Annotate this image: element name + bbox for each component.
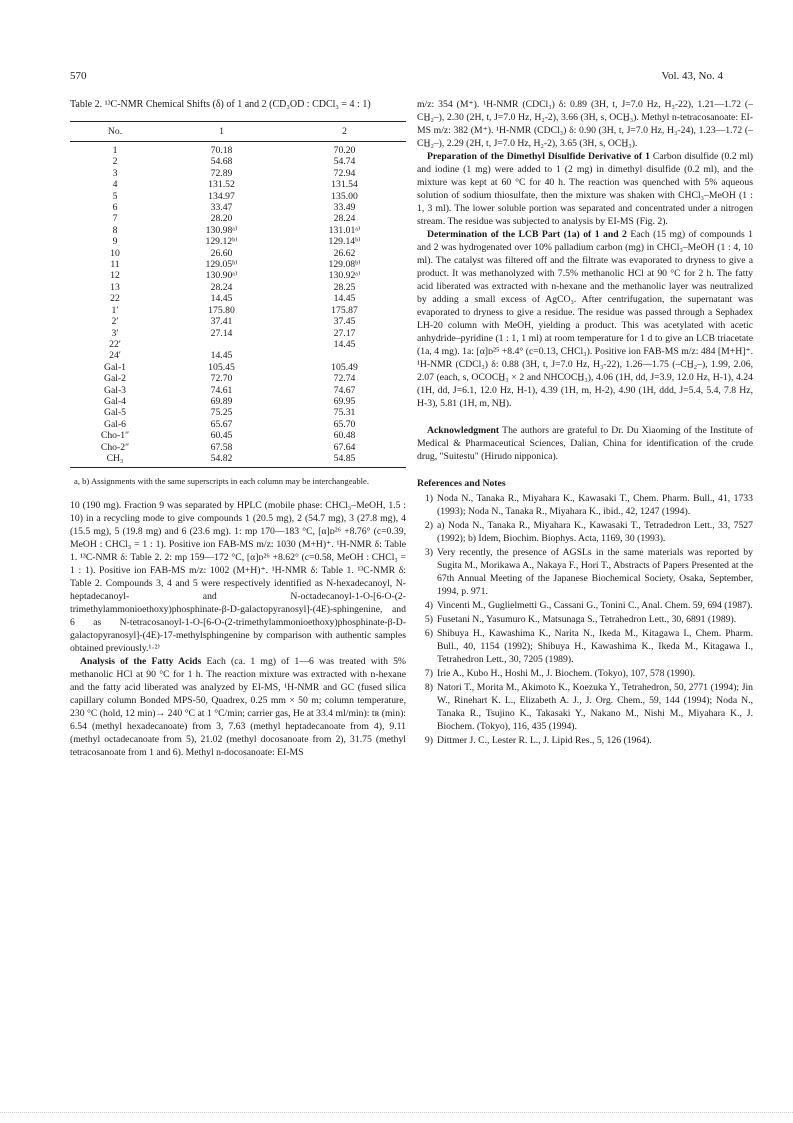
fatty-acid-text: Each (ca. 1 mg) of 1—6 was treated with 5% methanolic HCl at 90 °C for 1 h. The reaction mixture was extracted with n-hexane and the fatty acid liberated was analyzed by EI-MS, ¹H-NMR and GC (fused silica capillary column Bonded MPS-50, Quadrex, 0.25 mm × 50 m; column temperature, 230 °C (hold, 12 min)→ 240 °C at 1 °C/min; carrier gas, He at 33.4 ml/min): tʀ (min): 6.54 (methyl hexadecanoate) from 3, 7.63 (methyl heptadecanoate from 4), 9.11 (methyl octadecanoate from 5), 21.02 (methyl docosanoate from 2), 31.75 (methyl tetracosanoate from 1 and 6). Methyl n-docosanoate: EI-MS (70, 656, 406, 759)
chemical-shift-1: 60.45 (210, 430, 233, 442)
chemical-shift-2: 65.70 (333, 418, 356, 430)
chemical-shift-1: 130.90ᵃ⁾ (205, 270, 238, 282)
chemical-shift-1: 129.12ᵇ⁾ (205, 236, 238, 248)
table-row (70, 419, 406, 430)
chemical-shift-1: 28.24 (210, 281, 233, 293)
chemical-shift-2: 129.08ᵇ⁾ (328, 259, 361, 271)
table-row (70, 305, 406, 316)
acknowledgment-paragraph (417, 424, 753, 463)
lcb-heading: Determination of the LCB Part (1a) of 1 and 2 (427, 229, 627, 240)
chemical-shift-1: 65.67 (210, 418, 233, 430)
reference-text: Dittmer J. C., Lester R. L., J. Lipid Res., 5, 126 (1964). (437, 735, 652, 746)
chemical-shift-2: 60.48 (333, 430, 356, 442)
table-row (70, 248, 406, 259)
reference-text: Vincenti M., Guglielmetti G., Cassani G., Tonini C., Anal. Chem. 59, 694 (1987). (437, 600, 753, 611)
lcb-text: Each (15 mg) of compounds 1 and 2 was hydrogenated over 10% palladium carbon (mg) in CHCl₃–MeOH (1 : 4, 10 ml). The catalyst was filtered off and the filtrate was evaporated to dryness to give a product. It was methanolyzed with 7.5% methanolic HCl at 90 °C for 2 h. The fatty acid liberated was extracted with n-hexane and the methanolic layer was neutralized by adding a small excess of AgCO₃. After centrifugation, the supernatant was evaporated to dryness to give a residue. The residue was passed through a Sephadex LH-20 column with MeOH, yielding a product. This was acetylated with acetic anhydride–pyridine (1 : 1, 1 ml) at room temperature for 1 d to give an LCB triacetate (1a, 4 mg). 1a: [α]ᴅ²⁵ +8.4° (c=0.13, CHCl₃). Positive ion FAB-MS m/z: 484 [M+H]⁺. ¹H-NMR (CDCl₃) δ: 0.88 (3H, t, J=7.0 Hz, H₃-22), 1.26—1.75 (–CH̲₂–), 1.99, 2.06, 2.07 (each, s, OCOCH̲₃ × 2 and NHCOCH̲₃), 4.06 (1H, dd, J=3.9, 12.0 Hz, H-1), 4.24 (1H, dd, J=6.1, 12.0 Hz, H-1), 4.39 (1H, m, H-2), 4.90 (1H, ddd, J=5.4, 5.4, 7.8 Hz, H-3), 5.81 (1H, m, NH̲). (417, 229, 753, 409)
reference-item (417, 627, 753, 666)
chemical-shift-2: 69.95 (333, 395, 356, 407)
table-row (70, 396, 406, 407)
acknowledgment-heading: Acknowledgment (427, 425, 500, 436)
chemical-shift-1: 105.45 (208, 361, 235, 373)
table-row (70, 282, 406, 293)
table-row (70, 293, 406, 304)
chemical-shift-1: 75.25 (210, 407, 233, 419)
col-header-2: 2 (342, 126, 347, 137)
chemical-shift-2: 74.67 (333, 384, 356, 396)
chemical-shift-1: 130.98ᵃ⁾ (205, 224, 238, 236)
carbon-position: 10 (110, 247, 120, 259)
reference-item (417, 681, 753, 733)
chemical-shift-2: 72.94 (333, 167, 356, 179)
reference-text: Shibuya H., Kawashima K., Narita N., Ikeda M., Kitagawa I., Chem. Pharm. Bull., 40, 1154 (1992); Shibuya H., Kawashima K., Ikeda M., Kitagawa I., Tetrahedron Lett., 30, 7205 (1989). (437, 628, 753, 665)
carbon-position: Gal-1 (103, 361, 127, 373)
table-row (70, 179, 406, 190)
chemical-shift-2: 28.25 (333, 281, 356, 293)
carbon-position: 3 (112, 167, 118, 179)
col-header-no: No. (107, 126, 123, 137)
reference-number: 6) (424, 628, 433, 639)
reference-number: 9) (424, 735, 433, 746)
experimental-paragraph: 10 (190 mg). Fraction 9 was separated by HPLC (mobile phase: CHCl₃–MeOH, 1.5 : 10) in a recycling mode to give compounds 1 (20.5 mg), 2 (54.7 mg), 3 (27.8 mg), 4 (15.5 mg), 5 (19.8 mg) and 6 (23.6 mg). 1: mp 170—183 °C, [α]ᴅ²⁶ +8.76° (c=0.39, MeOH : CHCl₃ = 1 : 1). Positive ion FAB-MS m/z: 1030 (M+H)⁺. ¹H-NMR δ: Table 1. ¹³C-NMR δ: Table 2. 2: mp 159—172 °C, [α]ᴅ²⁶ +8.62° (c=0.58, MeOH : CHCl₃ = 1 : 1). Positive ion FAB-MS m/z: 1002 (M+H)⁺. ¹H-NMR δ: Table 1. ¹³C-NMR δ: Table 2. Compounds 3, 4 and 5 were respectively identified as N-hexadecanoyl, N-heptadecanoyl- and N-octadecanoyl-1-O-[6-O-(2-trimethylammonioethoxy)phosphinate-β-D-galactopyranosyl]-(4E)-sphingenine, and 6 as N-tetracosanoyl-1-O-[6-O-(2-trimethylammonioethoxy)phosphinate-β-D-galactopyranosyl]-(4E)-17-methylsphingenine by comparison with authentic samples obtained previously.¹·²⁾ (70, 500, 406, 655)
reference-item (417, 546, 753, 598)
reference-number: 3) (424, 547, 433, 558)
table-row (70, 350, 406, 361)
chemical-shift-2: 37.45 (333, 316, 356, 328)
table-row (70, 339, 406, 350)
reference-item (417, 599, 753, 612)
table-row (70, 430, 406, 441)
chemical-shift-2: 131.54 (331, 179, 358, 191)
chemical-shift-1: 14.45 (210, 350, 233, 362)
chemical-shift-2: 131.01ᵃ⁾ (328, 224, 361, 236)
carbon-position: 2′ (111, 316, 119, 328)
carbon-position: 6 (112, 202, 118, 214)
chemical-shift-1: 54.68 (210, 156, 233, 168)
table-row (70, 191, 406, 202)
reference-text: Natori T., Morita M., Akimoto K., Koezuka Y., Tetrahedron, 50, 2771 (1994); Jin W., Rinehart K. L., Elizabeth A. J., J. Org. Chem., 59, 144 (1994); Noda N., Tanaka R., Tsujino K., Takasaki Y., Nakano M., Nishi M., Miyahara K., J. Biochem. (Tokyo), 116, 435 (1994). (437, 682, 753, 732)
carbon-position: Gal-4 (103, 395, 127, 407)
right-column (417, 98, 753, 748)
carbon-position: 11 (110, 259, 120, 271)
table-row (70, 316, 406, 327)
chemical-shift-1: 33.47 (210, 202, 233, 214)
reference-text: Noda N., Tanaka R., Miyahara K., Kawasaki T., Chem. Pharm. Bull., 41, 1733 (1993); Noda N., Tanaka R., Miyahara K., ibid., 42, 1247 (1994). (437, 493, 753, 517)
methyl-esters-paragraph: m/z: 354 (M⁺). ¹H-NMR (CDCl₃) δ: 0.89 (3H, t, J=7.0 Hz, H₃-22), 1.21—1.72 (–CH̲₂–), 2.30 (2H, t, J=7.0 Hz, H₂-2), 3.66 (3H, s, OCH̲₃). Methyl n-tetracosanoate: EI-MS m/z: 382 (M⁺). ¹H-NMR (CDCl₃) δ: 0.90 (3H, t, J=7.0 Hz, H₃-24), 1.23—1.72 (–CH̲₂–), 2.29 (2H, t, J=7.0 Hz, H₂-2), 3.65 (3H, s, OCH̲₃). (417, 99, 753, 149)
carbon-position: Gal-6 (103, 418, 127, 430)
chemical-shift-1: 74.61 (210, 384, 233, 396)
disulfide-heading: Preparation of the Dimethyl Disulfide Derivative of 1 (427, 151, 650, 162)
chemical-shift-2: 135.00 (331, 190, 358, 202)
table-row (70, 156, 406, 167)
chemical-shift-1: 54.82 (210, 452, 233, 464)
table-row (70, 202, 406, 213)
chemical-shift-2: 14.45 (333, 293, 356, 305)
chemical-shift-1: 27.14 (210, 327, 233, 339)
chemical-shift-2: 70.20 (333, 145, 356, 156)
reference-number: 2) (424, 520, 433, 531)
table-row (70, 142, 406, 157)
carbon-position: 8 (112, 224, 118, 236)
table-row (70, 407, 406, 418)
chemical-shift-2: 54.74 (333, 156, 356, 168)
table-row (70, 168, 406, 179)
chemical-shift-1: 134.97 (208, 190, 235, 202)
disulfide-paragraph (417, 150, 753, 228)
chemical-shift-1: 28.20 (210, 213, 233, 225)
chemical-shift-1: 70.18 (210, 145, 233, 156)
page-number: 570 (70, 70, 87, 82)
chemical-shift-2: 105.49 (331, 361, 358, 373)
references-heading: References and Notes (417, 478, 506, 489)
col-header-1: 1 (219, 126, 224, 137)
reference-item (417, 734, 753, 747)
table-row (70, 259, 406, 270)
table-row (70, 453, 406, 468)
carbon-position: 1 (112, 145, 118, 156)
carbon-position: 22′ (109, 338, 121, 350)
chemical-shift-1: 72.70 (210, 373, 233, 385)
chemical-shift-1: 67.58 (210, 441, 233, 453)
carbon-position: Gal-2 (103, 373, 127, 385)
carbon-position: 13 (110, 281, 120, 293)
chemical-shift-2: 54.85 (333, 452, 356, 464)
reference-number: 8) (424, 682, 433, 693)
chemical-shift-2: 75.31 (333, 407, 356, 419)
chemical-shift-1: 14.45 (210, 293, 233, 305)
chemical-shift-2: 130.92ᵃ⁾ (328, 270, 361, 282)
chemical-shift-2: 129.14ᵇ⁾ (328, 236, 361, 248)
chemical-shift-1: 129.05ᵇ⁾ (205, 259, 238, 271)
chemical-shift-1: 37.41 (210, 316, 233, 328)
carbon-position: Cho-2″ (100, 441, 130, 453)
chemical-shift-2: 27.17 (333, 327, 356, 339)
carbon-position: 9 (112, 236, 118, 248)
table-row (70, 225, 406, 236)
chemical-shift-1 (160, 339, 283, 350)
carbon-position: 3′ (111, 327, 119, 339)
carbon-position: 2 (112, 156, 118, 168)
nmr-table (70, 121, 406, 468)
table-row (70, 213, 406, 224)
table-row (70, 362, 406, 373)
reference-item (417, 667, 753, 680)
journal-volume: Vol. 43, No. 4 (661, 70, 723, 82)
chemical-shift-2: 14.45 (333, 338, 356, 350)
table-row (70, 373, 406, 384)
reference-item (417, 613, 753, 626)
carbon-position: 24′ (109, 350, 121, 362)
reference-text: a) Noda N., Tanaka R., Miyahara K., Kawasaki T., Tetradedron Lett., 33, 7527 (1992); b) Idem, Biochim. Biophys. Acta, 1169, 30 (1993). (437, 520, 753, 544)
chemical-shift-2: 67.64 (333, 441, 356, 453)
carbon-position: 5 (112, 190, 118, 202)
chemical-shift-1: 175.80 (208, 304, 235, 316)
carbon-position: CH₃ (106, 452, 124, 464)
reference-text: Irie A., Kubo H., Hoshi M., J. Biochem. (Tokyo), 107, 578 (1990). (437, 668, 696, 679)
disulfide-text: Carbon disulfide (0.2 ml) and iodine (1 mg) were added to 1 (2 mg) in dimethyl disulfide (0.2 ml), and the mixture was kept at 60 °C for 40 h. The reaction was quenched with 5% aqueous solution of sodium thiosulfate, then the mixture was shaken with CHCl₃–MeOH (1 : 1, 3 ml). The lower soluble portion was separated and concentrated under a nitrogen stream. The residue was subjected to analysis by EI-MS (Fig. 2). (417, 151, 753, 227)
table-row (70, 385, 406, 396)
reference-text: Fusetani N., Yasumuro K., Matsunaga S., Tetrahedron Lett., 30, 6891 (1989). (437, 614, 737, 625)
reference-item (417, 492, 753, 518)
left-column (70, 98, 406, 759)
carbon-position: 7 (112, 213, 118, 225)
table-body (70, 142, 406, 468)
carbon-position: Gal-5 (103, 407, 127, 419)
carbon-position: 4 (112, 179, 118, 191)
table-footnote: a, b) Assignments with the same superscripts in each column may be interchangeable. (74, 476, 369, 487)
carbon-position: Gal-3 (103, 384, 127, 396)
reference-text: Very recently, the presence of AGSLs in the same materials was reported by Sugita M., Morikawa A., Nakaya F., Hori T., Abstracts of Papers Presented at the 67th Annual Meeting of the Japanese Biochemical Society, Osaka, September, 1994, p. 971. (437, 547, 753, 597)
table-row (70, 328, 406, 339)
carbon-position: Cho-1″ (100, 430, 130, 442)
reference-number: 5) (424, 614, 433, 625)
chemical-shift-1: 72.89 (210, 167, 233, 179)
chemical-shift-2: 72.74 (333, 373, 356, 385)
table-caption: Table 2. ¹³C-NMR Chemical Shifts (δ) of 1 and 2 (CD₃OD : CDCl₃ = 4 : 1) (70, 99, 371, 110)
chemical-shift-1: 131.52 (208, 179, 235, 191)
chemical-shift-2: 26.62 (333, 247, 356, 259)
fatty-acid-heading: Analysis of the Fatty Acids (80, 656, 202, 668)
chemical-shift-2: 175.87 (331, 304, 358, 316)
table-row (70, 270, 406, 281)
reference-number: 1) (424, 493, 433, 504)
chemical-shift-1: 69.89 (210, 395, 233, 407)
page-bottom-rule (0, 1112, 793, 1114)
chemical-shift-2: 28.24 (333, 213, 356, 225)
chemical-shift-2: 33.49 (333, 202, 356, 214)
chemical-shift-2 (283, 350, 406, 361)
table-row (70, 236, 406, 247)
chemical-shift-1: 26.60 (210, 247, 233, 259)
reference-number: 7) (424, 668, 433, 679)
carbon-position: 12 (110, 270, 120, 282)
fatty-acid-paragraph (70, 655, 406, 759)
table-header-row (70, 122, 406, 142)
carbon-position: 22 (110, 293, 120, 305)
references-list (417, 492, 753, 747)
table-row (70, 442, 406, 453)
carbon-position: 1′ (111, 304, 119, 316)
lcb-paragraph (417, 228, 753, 410)
reference-number: 4) (424, 600, 433, 611)
acknowledgment-text: The authors are grateful to Dr. Du Xiaoming of the Institute of Medical & Pharmaceutical Sciences, Dalian, China for identification of the crude drug, "Suitestu" (Hirudo nipponica). (417, 425, 754, 462)
reference-item (417, 519, 753, 545)
